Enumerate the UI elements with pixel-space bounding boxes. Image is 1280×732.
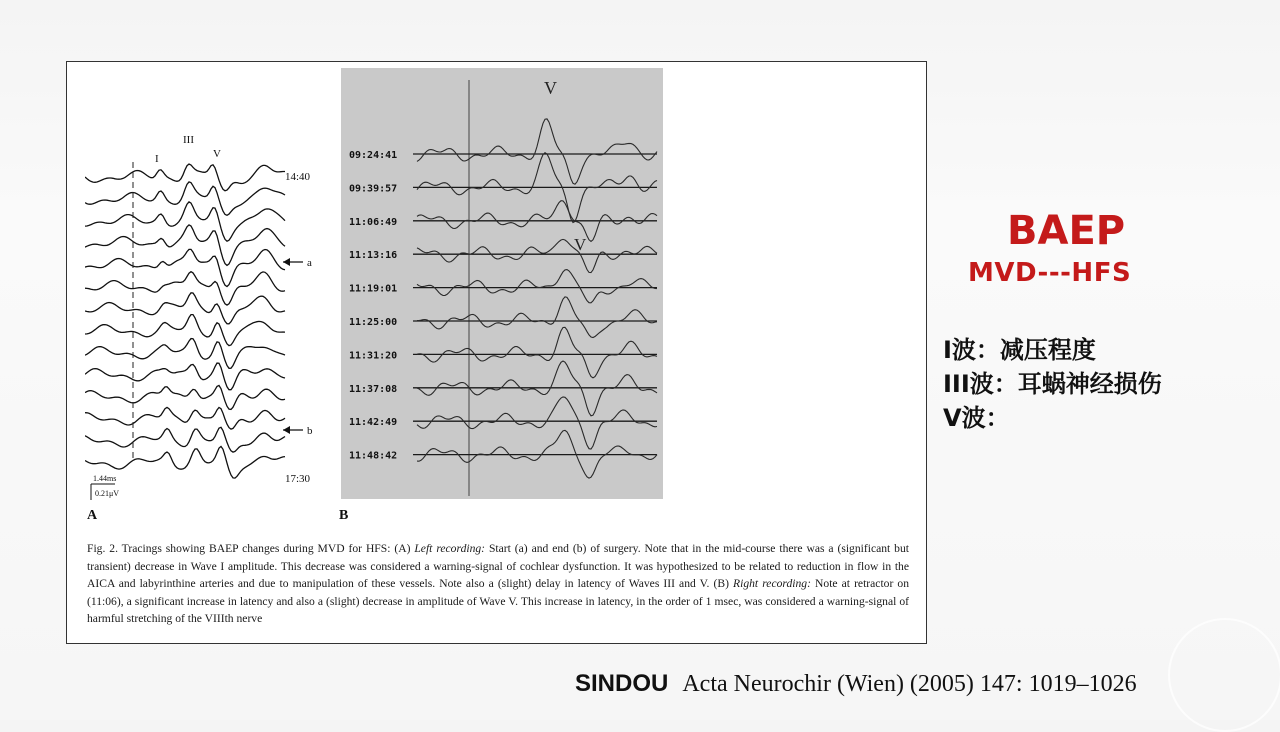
wave-note-v: V波：: [943, 404, 1010, 432]
citation-source: Acta Neurochir (Wien) (2005) 147: 1019–1026: [682, 671, 1137, 697]
wave-note-i: I波：减压程度: [943, 336, 1096, 364]
panel-b-time-label: 09:39:57: [349, 183, 398, 195]
panel-b-time-label: 11:31:20: [349, 350, 398, 362]
panel-a-letter: A: [87, 508, 98, 523]
panel-b-peak-v-mid: V: [574, 235, 587, 254]
panel-a-trace: [85, 386, 285, 410]
panel-a-traces: [85, 164, 285, 478]
panel-b-tracings: [341, 68, 663, 499]
slide-title: BAEP: [1007, 208, 1126, 254]
peak-label-v: V: [213, 148, 221, 160]
panel-a-trace: [85, 315, 285, 346]
wave-notes-list: [943, 333, 1162, 435]
panel-b-time-label: 11:13:16: [349, 250, 398, 262]
panel-a-tracings: [85, 132, 335, 512]
panel-a-trace: [85, 339, 285, 369]
peak-label-iii: III: [183, 134, 194, 146]
start-time-label: 14:40: [285, 171, 311, 183]
wave-note-iii: III波：耳蜗神经损伤: [943, 370, 1162, 398]
caption-part-3: Note at retractor on (11:06), a significant increase in latency and also a (slight) decrease in amplitude of Wave V. This increase in latency, in the order of 1 msec, was considered a warning-signal of harmful stretching of the VIIIth nerve: [87, 577, 909, 626]
panel-a-trace: [85, 293, 285, 324]
panel-a-trace: [85, 202, 285, 241]
scale-time-label: 1.44ms: [93, 474, 117, 483]
marker-b-label: b: [307, 425, 313, 437]
panel-b-time-label: 09:24:41: [349, 150, 398, 161]
panel-b-time-label: 11:48:42: [349, 450, 398, 462]
marker-a-label: a: [307, 257, 312, 269]
figure-caption: [87, 540, 909, 628]
watermark-circle: [1168, 618, 1280, 732]
citation-author: SINDOU: [575, 670, 669, 697]
end-time-label: 17:30: [285, 473, 311, 485]
caption-right-label: Right recording:: [733, 577, 811, 591]
peak-label-i: I: [155, 153, 159, 165]
marker-b-arrow: [283, 426, 303, 434]
panel-a-trace: [85, 164, 285, 191]
marker-a-arrow: [283, 258, 303, 266]
panel-b-time-label: 11:42:49: [349, 417, 398, 429]
panel-b-time-label: 11:37:08: [349, 383, 398, 395]
panel-b-time-label: 11:19:01: [349, 283, 398, 295]
panel-a-trace: [85, 427, 285, 452]
slide-subtitle: MVD---HFS: [968, 258, 1132, 288]
panel-a-trace: [85, 407, 285, 429]
caption-part-2: Start (a) and end (b) of surgery. Note that in the mid-course there was a (significant but transient) decrease in Wave I amplitude. This decrease was considered a warning-signal of cochlear dysfunction. It was hypothesized to be related to reduction in flow in the AICA and labyrinthine arteries and due to manipulation of these vessels. Note also a (slight) delay in latency of Waves III and V. (B): [87, 542, 909, 591]
panel-a-trace: [85, 363, 285, 390]
caption-left-label: Left recording:: [414, 542, 486, 555]
figure-frame: [66, 61, 927, 644]
panel-b-letter: B: [339, 508, 349, 523]
citation: [575, 670, 1137, 698]
caption-part-1: Fig. 2. Tracings showing BAEP changes during MVD for HFS: (A): [87, 542, 415, 555]
panel-b-time-label: 11:25:00: [349, 317, 398, 328]
scale-amp-label: 0.21μV: [95, 489, 120, 498]
panel-b-peak-v-top: V: [544, 78, 557, 98]
panel-b-time-label: 11:06:49: [349, 216, 398, 228]
